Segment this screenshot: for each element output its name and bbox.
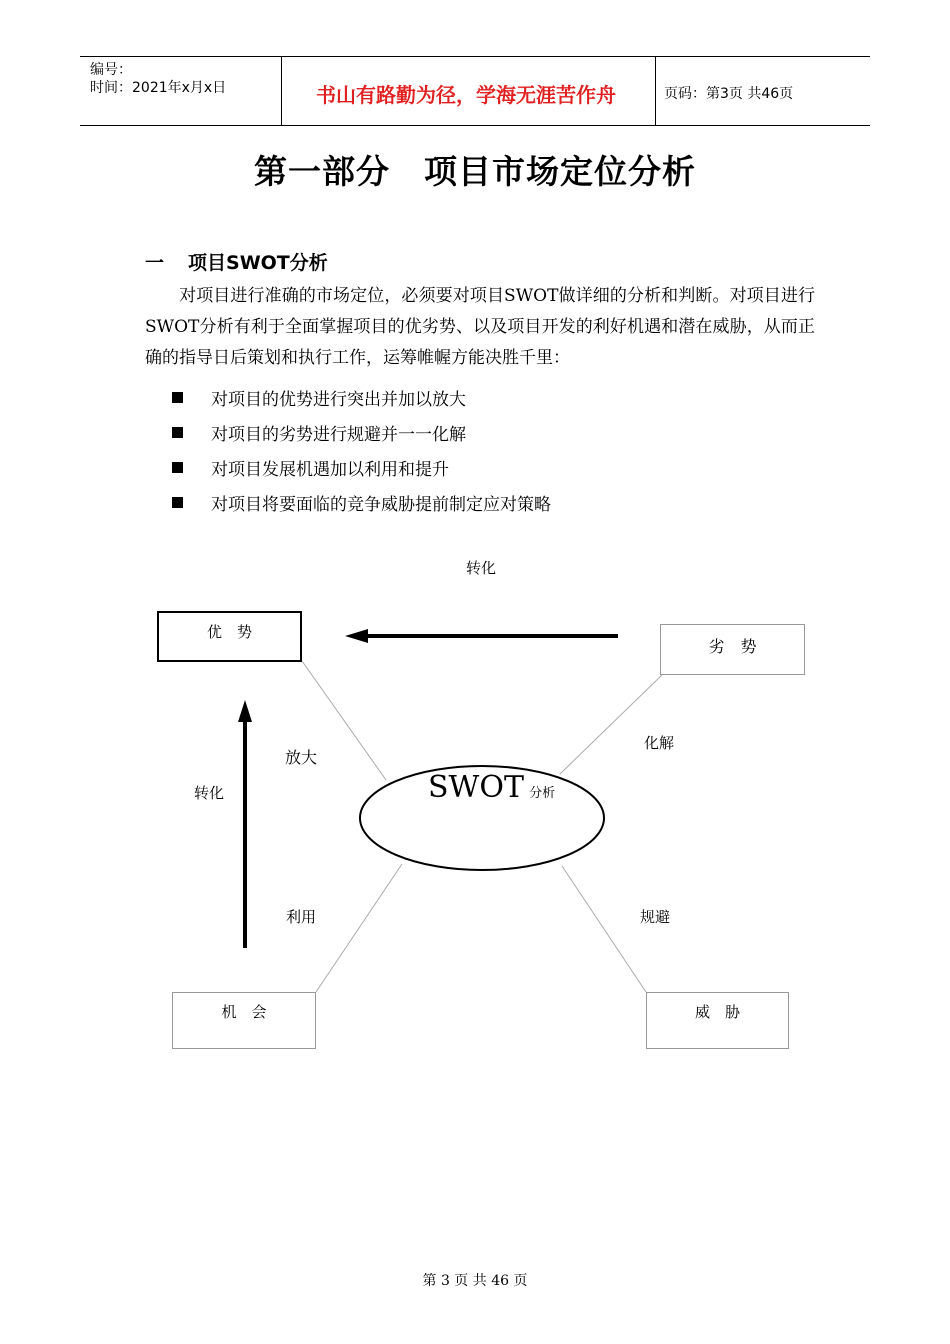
label-utilize: 利用	[286, 908, 317, 926]
label-top-transform: 转化	[466, 559, 497, 577]
box-threat-label: 威 胁	[694, 1003, 740, 1021]
doc-number-label: 编号：	[90, 62, 132, 78]
swot-main-text: SWOT	[428, 770, 524, 805]
list-item-text: 对项目发展机遇加以利用和提升	[211, 460, 449, 480]
box-threat	[646, 992, 789, 1049]
swot-center-label	[428, 770, 555, 805]
swot-sub-text: 分析	[529, 786, 556, 801]
page-title: 第一部分 项目市场定位分析	[254, 152, 696, 191]
box-weakness	[660, 624, 805, 675]
box-strength	[157, 611, 302, 662]
arrowhead-up-icon	[238, 700, 252, 722]
section-number: 一	[145, 252, 165, 274]
box-opportunity-label: 机 会	[221, 1003, 267, 1021]
label-amplify: 放大	[285, 748, 318, 767]
section-title: 项目SWOT分析	[188, 252, 328, 274]
header-motto: 书山有路勤为径，学海无涯苦作舟	[316, 83, 616, 107]
arrowhead-left-icon	[345, 629, 368, 643]
label-resolve: 化解	[644, 734, 675, 752]
header-page-info: 页码：第3页 共46页	[664, 86, 794, 102]
box-weakness-label: 劣 势	[708, 637, 757, 656]
list-item-text: 对项目的劣势进行规避并一一化解	[211, 425, 466, 445]
box-opportunity	[172, 992, 316, 1049]
connector-line	[562, 866, 646, 992]
box-strength-label: 优 势	[206, 623, 252, 641]
list-item-text: 对项目将要面临的竞争威胁提前制定应对策略	[211, 495, 551, 515]
doc-time-label: 时间：2021年x月x日	[90, 80, 227, 96]
label-avoid: 规避	[640, 908, 671, 926]
connector-line	[316, 864, 402, 992]
list-item-text: 对项目的优势进行突出并加以放大	[211, 390, 466, 410]
page-footer: 第 3 页 共 46 页	[422, 1273, 528, 1289]
connector-line	[560, 675, 662, 774]
paragraph-text: 对项目进行准确的市场定位，必须要对项目SWOT做详细的分析和判断。对项目进行SWOT分析有利于全面掌握项目的优劣势、以及项目开发的利好机遇和潜在威胁，从而正确的指导日后策划和执行工作，运筹帷幄方能决胜千里：	[145, 286, 815, 368]
label-left-transform: 转化	[194, 784, 225, 802]
